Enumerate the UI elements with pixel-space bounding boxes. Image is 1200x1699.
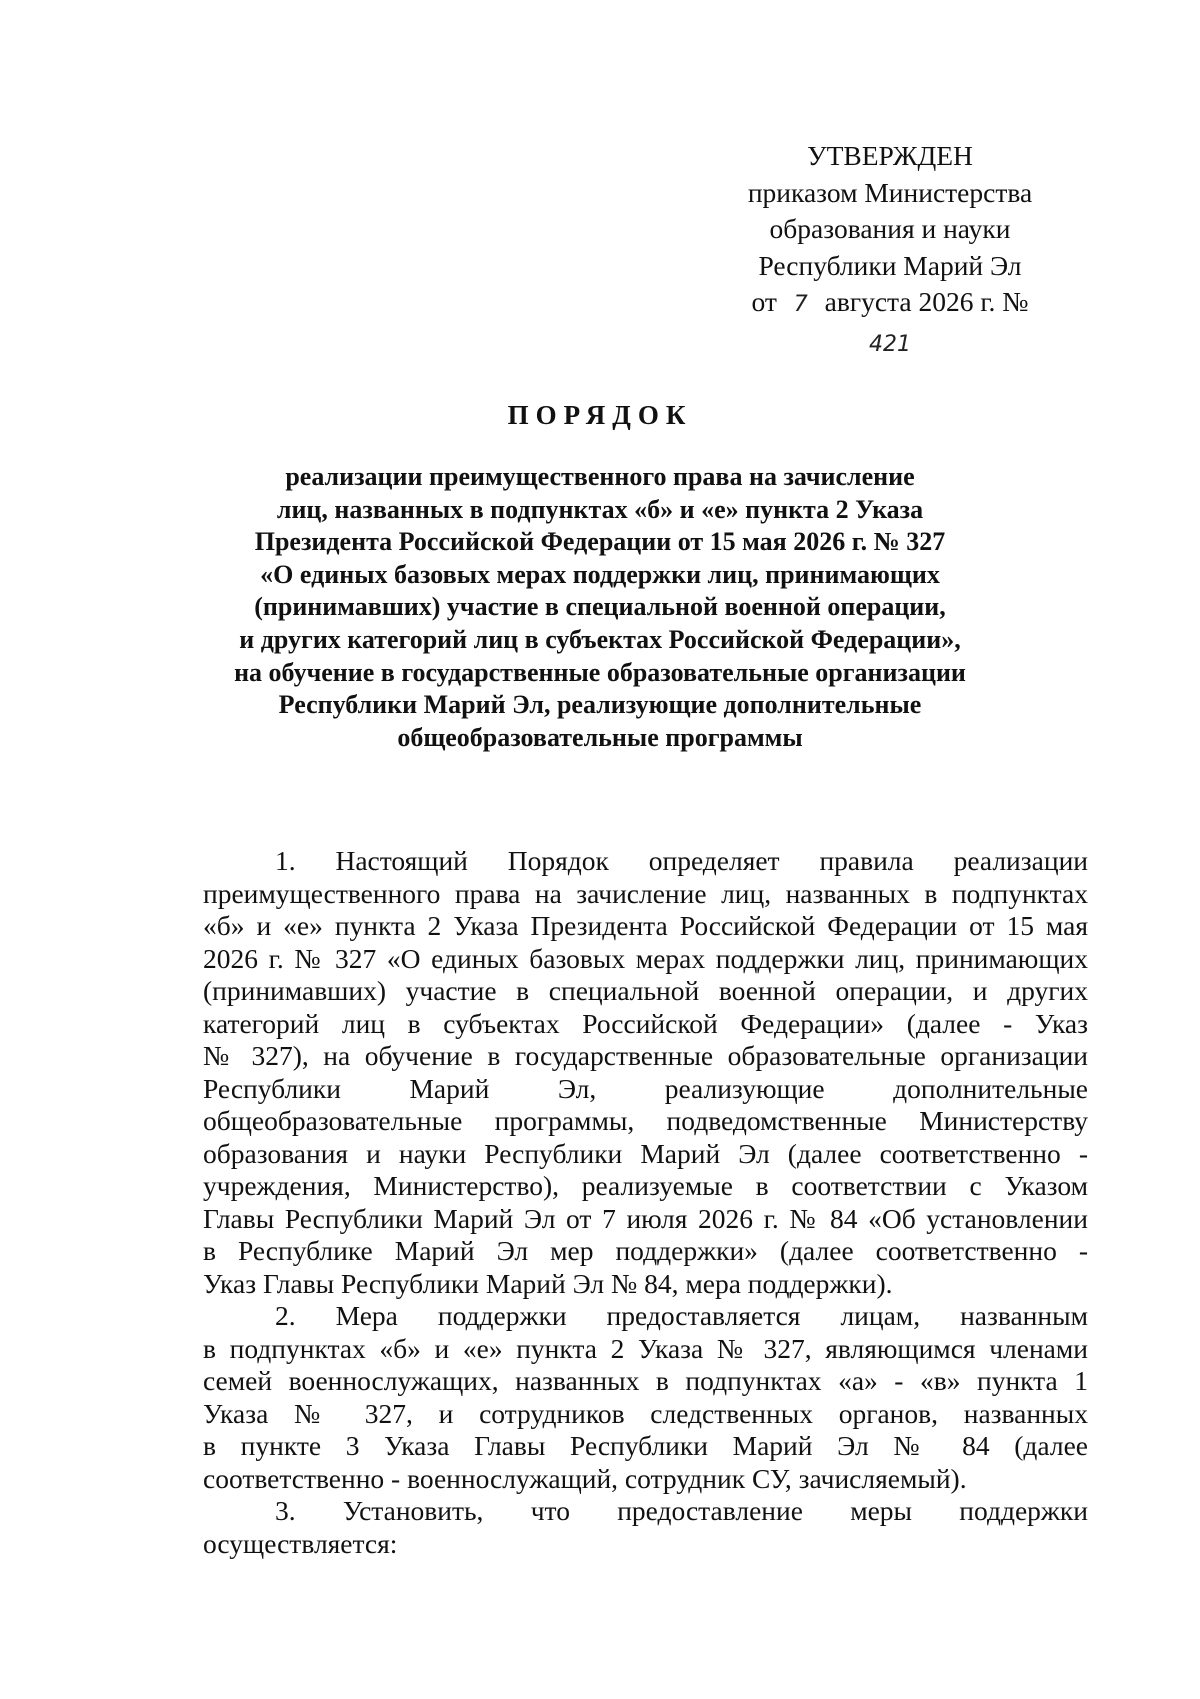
document-body xyxy=(203,845,1088,1560)
paragraph-1-line: Республики Марий Эл, реализующие дополнительные xyxy=(203,1072,1088,1104)
paragraph-1-line: № 327), на обучение в государственные образовательные организации xyxy=(203,1040,1088,1071)
subtitle-line: реализации преимущественного права на зачисление xyxy=(285,462,915,491)
paragraph-1-line: 1. Настоящий Порядок определяет правила реализации xyxy=(275,845,1088,876)
date-prefix: от xyxy=(751,286,777,317)
subtitle-line: лиц, названных в подпунктах «б» и «е» пункта 2 Указа xyxy=(276,494,924,524)
paragraph-1-line: учреждения, Министерство), реализуемые в соответствии с Указом xyxy=(203,1170,1088,1201)
subtitle-line: на обучение в государственные образовательные организации xyxy=(234,657,966,687)
paragraph-1-line: преимущественного права на зачисление лиц, названных в подпунктах xyxy=(203,877,1088,909)
paragraph-2-line: 2. Мера поддержки предоставляется лицам, названным xyxy=(275,1300,1088,1331)
paragraph-1-line: (принимавших) участие в специальной военной операции, и других xyxy=(203,975,1088,1006)
subtitle-line: «О единых базовых мерах поддержки лиц, принимающих xyxy=(260,559,940,589)
subtitle-line: и других категорий лиц в субъектах Российской Федерации», xyxy=(239,624,961,654)
approval-line: Республики Марий Эл xyxy=(758,249,1022,281)
subtitle-line: Республики Марий Эл, реализующие дополнительные xyxy=(278,690,922,720)
date-middle: августа 2026 г. № xyxy=(824,286,1029,317)
approval-line: приказом Министерства xyxy=(747,176,1033,208)
paragraph-2-line: Указа № 327, и сотрудников следственных органов, названных xyxy=(203,1397,1088,1429)
handwritten-number: 421 xyxy=(869,331,911,357)
paragraph-1-line: общеобразовательные программы, подведомственные Министерству xyxy=(203,1105,1088,1136)
paragraph-1-line: образования и науки Республики Марий Эл (далее соответственно - xyxy=(203,1137,1088,1169)
paragraph-1-line: «б» и «е» пункта 2 Указа Президента Российской Федерации от 15 мая xyxy=(203,910,1088,941)
approval-line: УТВЕРЖДЕН xyxy=(807,140,973,171)
approval-line: образования и науки xyxy=(769,213,1011,244)
subtitle-line: общеобразовательные программы xyxy=(397,722,803,752)
paragraph-2-line: в подпунктах «б» и «е» пункта 2 Указа № 327, являющимся членами xyxy=(203,1332,1088,1364)
approval-date-line xyxy=(720,284,1060,363)
paragraph-1-line: в Республике Марий Эл мер поддержки» (далее соответственно - xyxy=(203,1235,1088,1266)
approval-block xyxy=(720,138,1060,363)
document-subtitle xyxy=(150,461,1050,754)
paragraph-2-line: в пункте 3 Указа Главы Республики Марий Эл № 84 (далее xyxy=(203,1430,1088,1461)
paragraph-3-line: осуществляется: xyxy=(203,1527,398,1559)
subtitle-line: (принимавших) участие в специальной военной операции, xyxy=(254,592,946,622)
handwritten-day: 7 xyxy=(793,292,808,317)
paragraph-1-line: категорий лиц в субъектах Российской Федерации» (далее - Указ xyxy=(203,1007,1088,1039)
paragraph-2-line: соответственно - военнослужащий, сотрудник СУ, зачисляемый). xyxy=(203,1462,967,1494)
paragraph-3-line: 3. Установить, что предоставление меры поддержки xyxy=(275,1495,1088,1526)
subtitle-line: Президента Российской Федерации от 15 мая 2026 г. № 327 xyxy=(254,527,946,557)
paragraph-1-line: 2026 г. № 327 «О единых базовых мерах поддержки лиц, принимающих xyxy=(203,942,1088,974)
paragraph-1-line: Указ Главы Республики Марий Эл № 84, мера поддержки). xyxy=(203,1267,893,1299)
paragraph-1-line: Главы Республики Марий Эл от 7 июля 2026 г. № 84 «Об установлении xyxy=(203,1202,1088,1234)
paragraph-2-line: семей военнослужащих, названных в подпунктах «а» - «в» пункта 1 xyxy=(203,1365,1088,1396)
document-title: ПОРЯДОК xyxy=(507,400,693,430)
